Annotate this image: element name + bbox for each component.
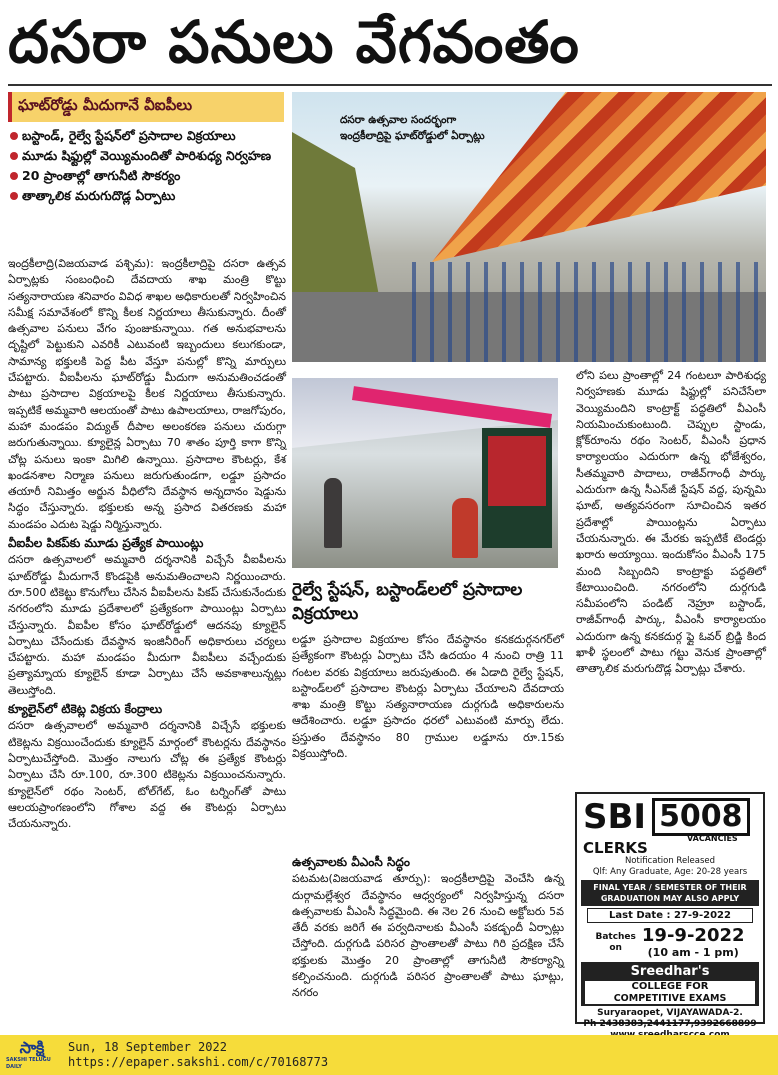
prasadam-article [292,578,564,838]
highlight-item: తాత్కాలిక మరుగుదొడ్ల ఏర్పాటు [8,186,284,206]
ad-batch-time: (10 am - 1 pm) [647,946,739,959]
bullet-icon [10,192,18,200]
highlight-item: బస్టాండ్, రైల్వే స్టేషన్‌లో ప్రసాదాల విక్రయాలు [8,126,284,146]
footer-date: Sun, 18 September 2022 [68,1040,227,1054]
article-paragraph: దసరా ఉత్సవాలలో అమ్మవారి దర్శనానికి విచ్చేసే భక్తులకు టికెట్లను విక్రయించేందుకు క్యూలైన్ మార్గంలో కౌంటర్లను దేవస్థానం ఏర్పాటుచేస్తోంది. మొత్తం నాలుగు చోట్ల ఈ ప్రత్యేక కౌంటర్లు ఏర్పాటు చేసి రూ.100, రూ.300 టికెట్లను విక్రయించనున్నారు. క్యూలైన్‌లో రథం సెంటర్, టోల్‌గేట్, ఓం టర్నింగ్‌తో పాటు ఆలయప్రాంగణంలోని గోశాల వద్ద ఈ కౌంటర్లు ఏర్పాటు చేయనున్నారు. [8,719,286,831]
footer-meta [68,1040,328,1070]
article-paragraph: ఇంద్రకీలాద్రి(విజయవాడ పశ్చిమ): ఇంద్రకీలాద్రిపై దసరా ఉత్సవ ఏర్పాట్లకు సంబంధించి దేవదాయ శాఖ మంత్రి కొట్టు సత్యనారాయణ శనివారం వివిధ శాఖల అధికారులతో నిర్వహించిన సమీక్ష సమావేశంలో కొన్ని కీలక నిర్ణయాలు తీసుకున్నారు. దీంతో ఉత్సవాల పనులు వేగం పుంజుకున్నాయి. గత అనుభవాలను దృష్టిలో పెట్టుకుని ఎవరికీ ఎటువంటి ఇబ్బందులు కలుగకుండా, సామాన్య భక్తులకి పెద్ద పీట వేస్తూ పనుల్లో కొన్ని మార్పులు చేపట్టారు. వీఐపీలను ఘాట్‌రోడ్డు మీదుగా అనుమతించడంతో పాటు ప్రసాదాల విక్రయాలపై కీలక నిర్ణయాలు తీసుకున్నారు. ఇప్పటికే అమ్మవారి ఆలయంతో పాటు ఉపాలయాలు, రాజగోపురం, మహా మండపం విద్యుత్ దీపాల అలంకరణ పనులు చురుగ్గా జరుగుతున్నాయి. క్యూలైన్ల ఏర్పాటు 70 శాతం పూర్తి కాగా కొన్ని చోట్ల పనులు ఇంకా మిగిలి ఉన్నాయి. ప్రసాదాల కౌంటర్లు, కేశ ఖండనశాల నిర్మాణ పనులు జరుగుతుండగా, లడ్డూ ప్రసాదం తయారీ నిమిత్తం అర్జున వీధిలోని దేవస్థాన అన్నదానం షెడ్డును సిద్ధం చేస్తున్నారు. భక్తులకు అన్న ప్రసాద వితరణకు మహా మండపం ఎదుట షెడ్డు నిర్మిస్తున్నారు. [8,257,286,531]
subheading: వీఐపీల పికప్‌కు మూడు ప్రత్యేక పాయింట్లు [8,536,204,551]
ad-batch-label: Batches on [595,931,636,953]
prasadam-title: రైల్వే స్టేషన్, బస్టాండ్‌లలో ప్రసాదాల విక్రయాలు [292,580,523,624]
highlights-list [8,126,284,206]
ad-college-name: Sreedhar's [630,964,710,979]
ad-vacancies: VACANCIES [687,834,738,843]
article-column-mid-bottom [292,852,564,1028]
ad-address: Suryaraopet, VIJAYAWADA-2. [597,1008,743,1018]
ad-last-date: Last Date : 27-9-2022 [587,908,753,923]
ad-college-line2: COMPETITIVE EXAMS [585,993,755,1004]
article-paragraph: పటమట(విజయవాడ తూర్పు): ఇంద్రకీలాద్రిపై వెంచేసి ఉన్న దుర్గామల్లేశ్వర దేవస్థానం ఆధ్వర్యంలో నిర్వహిస్తున్న దసరా ఉత్సవాలకు వీఎంసీ సిద్ధమైంది. ఈ నెల 26 నుంచి అక్టోబరు 5వ తేదీ వరకు జరిగే ఈ పర్వదినాలకు వీఎంసీ పకడ్బందీ ఏర్పాట్లు చేస్తోంది. దుర్గగుడి పరిసర ప్రాంతాలతో పాటు గిరి ప్రదక్షిణ చేసే భక్తులకు మొత్తం 20 ప్రాంతాల్లో తాగునీటి సౌకర్యాన్ని కల్పించనుంది. దుర్గగుడి పరిసర ప్రాంతాలతో పాటు ఘాట్లు, నగరం [292,872,564,1000]
ad-batch-date: 19-9-2022 [641,925,745,946]
subheading: ఉత్సవాలకు వీఎంసీ సిద్ధం [292,855,410,869]
photo-railings [412,262,766,362]
ad-college [581,962,759,1006]
prasadam-body-wrap [292,632,564,762]
ad-phone: Ph 2438383,2441177,9392668899 [583,1019,757,1029]
footer-bar [0,1035,778,1075]
ad-notification: Notification Released [624,856,716,866]
photo-caption: దసరా ఉత్సవాల సందర్భంగా ఇంద్రకీలాద్రిపై ఘాట్‌రోడ్డులో ఏర్పాట్లు [340,114,485,142]
ad-band: FINAL YEAR / SEMESTER OF THEIR GRADUATION MAY ALSO APPLY [581,880,759,906]
photo-ghat-road [292,92,766,362]
bullet-icon [10,132,18,140]
photo-person [452,498,478,558]
highlights-box [8,92,284,250]
article-paragraph: లడ్డూ ప్రసాదాల విక్రయాల కోసం దేవస్థానం కనకదుర్గనగర్‌లో ప్రత్యేకంగా కౌంటర్లు ఏర్పాటు చేసి ఉదయం 4 నుంచి రాత్రి 11 గంటల వరకు విక్రయాలు జరుపుతుంది. ఈ ఏడాది రైల్వే స్టేషన్, బస్టాండ్‌లలో ప్రసాదాల కౌంటర్లు ఏర్పాటు చేయాలని దేవదాయ శాఖ మంత్రి కొట్టు సత్యనారాయణ దుర్గగుడి అధికారులను ఆదేశించారు. లడ్డూ ప్రసాదం ధరలో ఎటువంటి మార్పు లేదు. ప్రస్తుతం దేవస్థానం 80 గ్రాముల లడ్డూను రూ.15కు విక్రయిస్తోంది. [292,633,564,761]
bullet-icon [10,152,18,160]
article-column-left [8,256,286,1026]
photo-queue-shed [292,378,558,568]
ad-clerks: CLERKS [583,839,648,857]
photo-signboard [488,436,546,506]
article-paragraph: దసరా ఉత్సవాలలో అమ్మవారి దర్శనానికి విచ్చేసే వీఐపీలను ఘాట్‌రోడ్డు మీదుగానే కొండపైకి అనుమతించాలని నిర్ణయించారు. రూ.500 టికెట్టు కొనుగోలు చేసిన వీఐపీలను పికప్ చేసుకునేందుకు నగరంలోని మూడు ప్రదేశాలలో ప్రత్యేకంగా పాయింట్లు ఏర్పాటు చేస్తున్నారు. వీఐపీల కోసం ఘాట్‌రోడ్డులో ఆదనపు క్యూలైన్ ఏర్పాటు చేసేందుకు దేవస్థాన ఇంజినీరింగ్ అధికారులు చర్యలు చేపట్టారు. మహా మండపం మీదుగా వీఐపీలు వచ్చేందుకు ప్రత్యామ్నాయ క్యూలైన్ కూడా ఏర్పాటు చేసే అవకాశాలున్నట్లు తెలుస్తోంది. [8,553,286,697]
sbi-clerks-ad [575,792,765,1029]
article-column-right [576,368,766,784]
article-paragraph: లోని పలు ప్రాంతాల్లో 24 గంటలూ పారిశుధ్య నిర్వహణకు మూడు షిఫ్టుల్లో పనిచేసేలా వెయ్యిమందిని కాంట్రాక్ట్ పద్ధతిలో వీఎంసీ నియమించుకుంటుంది. చెప్పుల స్టాండు, క్లోక్‌రూంను రథం సెంటర్, వీఎంసీ ప్రధాన కార్యాలయం ఎదురుగా ఉన్న భోజేశ్వరం, సీతమ్మవారి పాదాలు, రాజీవ్‌గాంధీ పార్కు ఎదురుగా ఉన్న సీఎన్‌జీ స్టేషన్ వద్ద, పున్నమి ఘాట్, అత్యవసరంగా సూచించిన ఇతర ప్రదేశాల్లో పాయింట్లను ఏర్పాటు చేయనున్నారు. ఈ మేరకు ఇప్పటికే టెండర్లు ఖరారు అయ్యాయి. ఇందుకోసం వీఎంసీ 175 మంది సిబ్బందిని కాంట్రాక్టు పద్ధతిలో కేటాయించింది. నగరంలోని దుర్గగుడి సమీపంలోని పండిట్ నెహ్రూ బస్టాండ్, రాజీవ్‌గాంధీ పార్కు, వీఎంసీ కార్యాలయం ఎదురుగా ఉన్న కనకదుర్గ ఫ్లై ఓవర్ బ్రిడ్జి కింద ఖాళీ స్థలంలో పాటు గట్టు వెనుక ప్రాంతాల్లో తాత్కాలిక మరుగుదొడ్ల ఏర్పాట్లు చేశారు. [576,369,766,676]
bullet-icon [10,172,18,180]
sakshi-logo: సాక్షి SAKSHI TELUGU DAILY [6,1038,51,1070]
ad-count: 5008 [652,798,750,836]
subheading: క్యూలైన్‌లో టికెట్ల విక్రయ కేంద్రాలు [8,702,163,717]
ad-qualification: Qlf: Any Graduate, Age: 20-28 years [592,867,748,877]
highlight-item: మూడు షిఫ్టుల్లో వెయ్యిమందితో పారిశుధ్య నిర్వహణ [8,146,284,166]
ad-batch [577,926,763,959]
footer-url[interactable]: https://epaper.sakshi.com/c/70168773 [68,1055,329,1069]
ad-college-line1: COLLEGE FOR [585,981,755,993]
ad-sbi: SBI [583,797,647,837]
photo-person [324,478,342,548]
photo-hill [292,132,382,312]
highlights-title: ఘాట్‌రోడ్డు మీదుగానే వీఐపీలు [8,92,284,122]
headline: దసరా పనులు వేగవంతం [8,8,580,76]
highlight-item: 20 ప్రాంతాల్లో తాగునీటి సౌకర్యం [8,166,284,186]
headline-rule [8,84,772,86]
